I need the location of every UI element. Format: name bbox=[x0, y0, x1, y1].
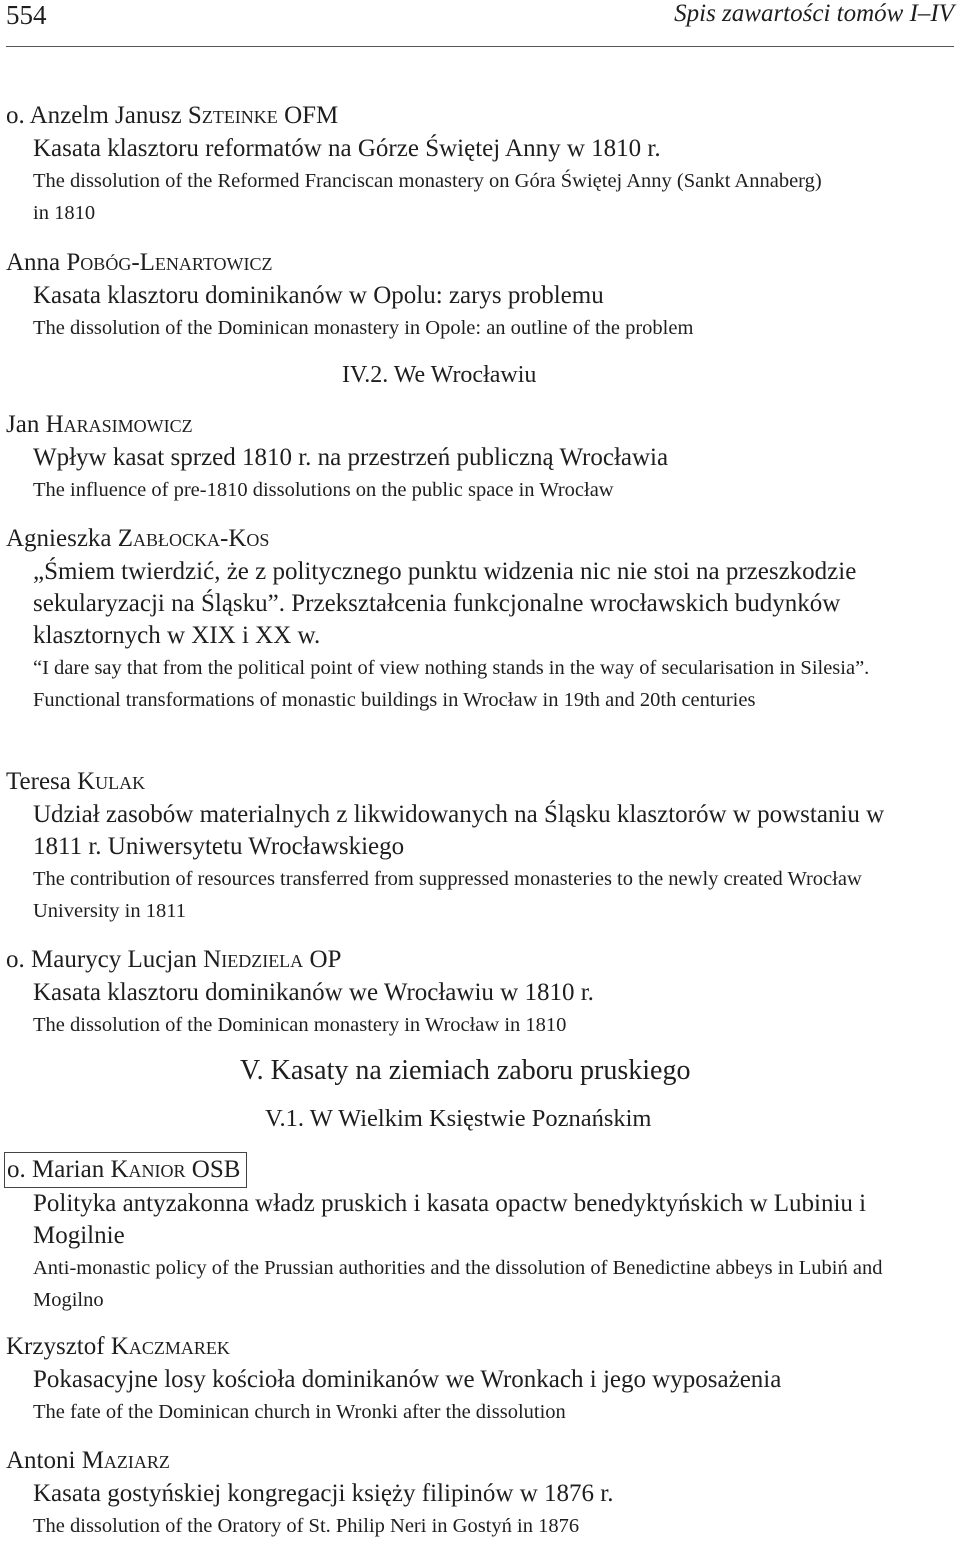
author-surname: Maziarz bbox=[81, 1447, 170, 1474]
polish-title: Udział zasobów materialnych z likwidowanych na Śląsku klasztorów w powstaniu w 1811 r. Uniwersytetu Wrocławskiego bbox=[33, 801, 885, 860]
english-title: The fate of the Dominican church in Wronki after the dissolution bbox=[33, 1401, 566, 1423]
polish-title: „Śmiem twierdzić, że z politycznego punktu widzenia nic nie stoi na przeszkodzie sekularyzacji na Śląsku”. Przekształcenia funkcjonalne wrocławskich budynków klasztornych w XIX i XX w. bbox=[33, 558, 857, 649]
author: Krzysztof Kaczmarek bbox=[6, 1333, 230, 1360]
author: Teresa Kulak bbox=[6, 768, 146, 795]
author: Jan Harasimowicz bbox=[6, 411, 193, 438]
toc-entry bbox=[6, 522, 946, 716]
polish-title: Wpływ kasat sprzed 1810 r. na przestrzeń publiczną Wrocławia bbox=[33, 444, 669, 471]
polish-title: Kasata klasztoru dominikanów w Opolu: zarys problemu bbox=[33, 282, 604, 309]
toc-entry bbox=[6, 1330, 946, 1428]
english-title: The dissolution of the Dominican monastery in Opole: an outline of the problem bbox=[33, 317, 694, 339]
toc-entry bbox=[6, 99, 946, 229]
author-surname: Zabłocka-Kos bbox=[117, 525, 270, 552]
english-title: Anti-monastic policy of the Prussian authorities and the dissolution of Benedictine abbeys in Lubiń and Mogilno bbox=[33, 1257, 883, 1311]
polish-title: Polityka antyzakonna władz pruskich i kasata opactw benedyktyńskich w Lubiniu i Mogilnie bbox=[33, 1190, 867, 1249]
section-heading: IV.2. We Wrocławiu bbox=[342, 362, 537, 388]
toc-entry bbox=[6, 408, 946, 506]
section-heading: V.1. W Wielkim Księstwie Poznańskim bbox=[265, 1105, 652, 1132]
toc-entry bbox=[6, 943, 946, 1041]
toc-entry bbox=[6, 1152, 946, 1316]
author-surname: Harasimowicz bbox=[45, 411, 193, 438]
polish-title: Pokasacyjne losy kościoła dominikanów we Wronkach i jego wyposażenia bbox=[33, 1366, 782, 1393]
author-surname: Pobóg-Lenartowicz bbox=[66, 249, 273, 276]
author-surname: Kanior bbox=[110, 1156, 186, 1183]
toc-entry bbox=[6, 1444, 946, 1542]
english-title: “I dare say that from the political point of view nothing stands in the way of secularisation in Silesia”. Functional transformations of monastic buildings in Wrocław in 19th and 20th centuries bbox=[33, 657, 870, 711]
polish-title: Kasata klasztoru dominikanów we Wrocławiu w 1810 r. bbox=[33, 979, 594, 1006]
english-title: The dissolution of the Dominican monastery in Wrocław in 1810 bbox=[33, 1014, 567, 1036]
english-title: The dissolution of the Oratory of St. Philip Neri in Gostyń in 1876 bbox=[33, 1515, 580, 1537]
author: o. Anzelm Janusz Szteinke OFM bbox=[6, 102, 339, 129]
author-surname: Kaczmarek bbox=[110, 1333, 230, 1360]
author: Agnieszka Zabłocka-Kos bbox=[6, 525, 270, 552]
polish-title: Kasata gostyńskiej kongregacji księży filipinów w 1876 r. bbox=[33, 1480, 614, 1507]
polish-title: Kasata klasztoru reformatów na Górze Świętej Anny w 1810 r. bbox=[33, 135, 661, 162]
author-surname: Szteinke bbox=[187, 102, 278, 129]
part-heading: V. Kasaty na ziemiach zaboru pruskiego bbox=[240, 1055, 691, 1086]
toc-entry bbox=[6, 246, 946, 344]
english-title: The dissolution of the Reformed Franciscan monastery on Góra Świętej Anny (Sankt Annaberg) in 1810 bbox=[33, 170, 822, 224]
author: o. Marian Kanior OSB bbox=[4, 1152, 247, 1188]
toc-entry bbox=[6, 765, 946, 927]
running-head: Spis zawartości tomów I–IV bbox=[674, 0, 954, 27]
english-title: The contribution of resources transferred from suppressed monasteries to the newly created Wrocław University in 1811 bbox=[33, 868, 862, 922]
page-number: 554 bbox=[6, 0, 47, 30]
author: Antoni Maziarz bbox=[6, 1447, 170, 1474]
header-rule bbox=[6, 46, 954, 47]
english-title: The influence of pre-1810 dissolutions on the public space in Wrocław bbox=[33, 479, 614, 501]
author-surname: Kulak bbox=[77, 768, 146, 795]
author: Anna Pobóg-Lenartowicz bbox=[6, 249, 273, 276]
author-surname: Niedziela bbox=[203, 946, 304, 973]
author: o. Maurycy Lucjan Niedziela OP bbox=[6, 946, 342, 973]
